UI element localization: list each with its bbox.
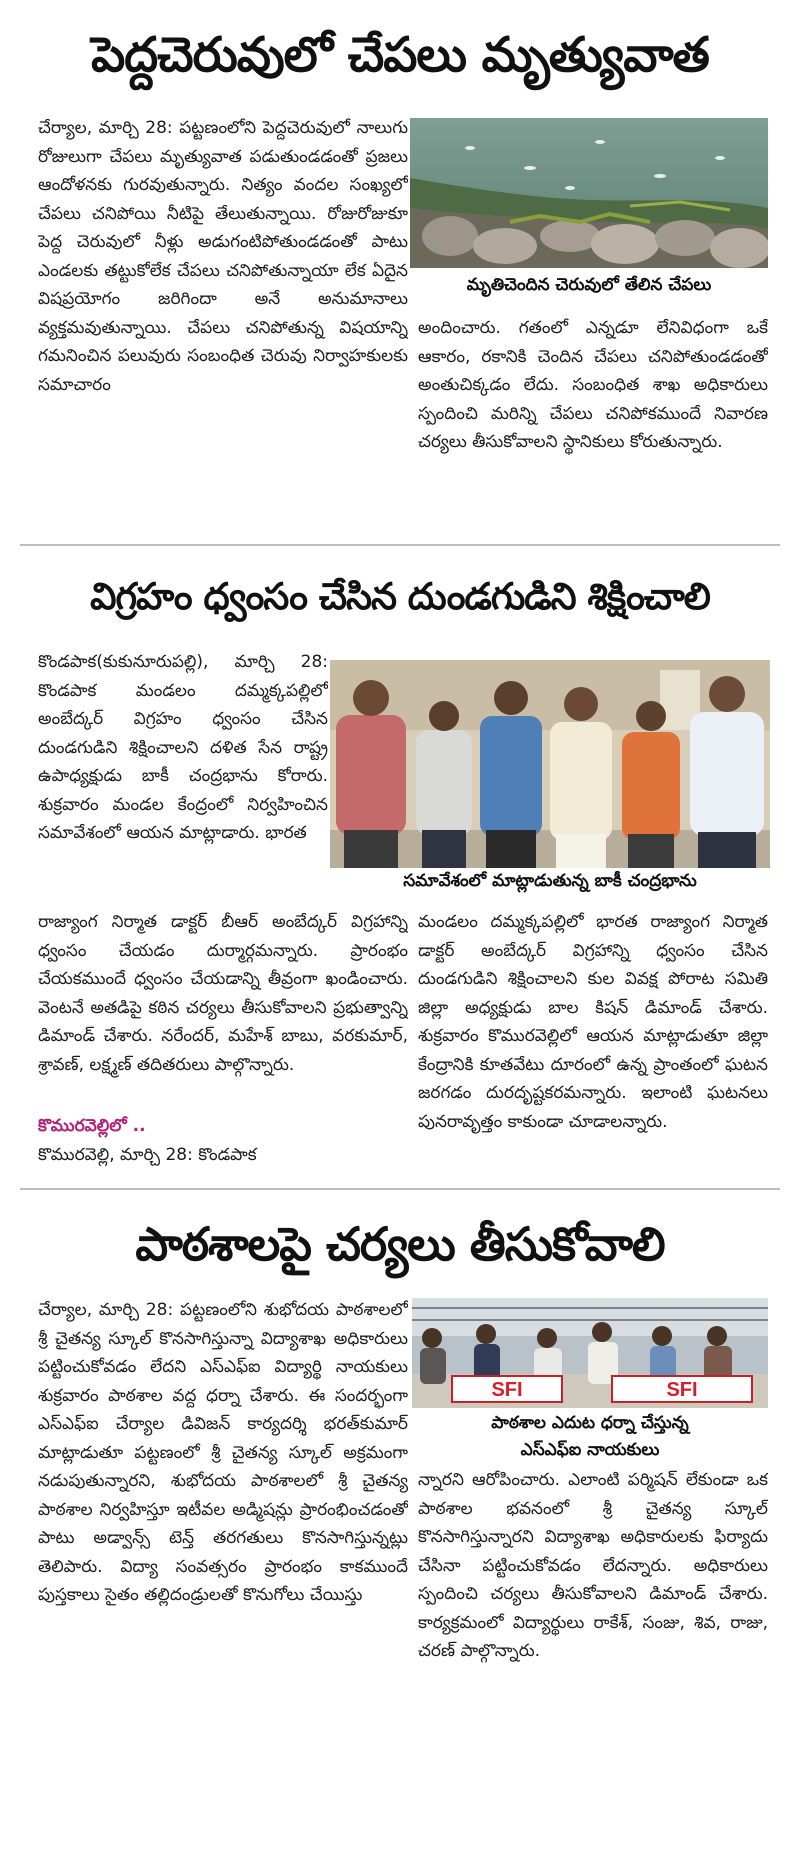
article3-caption-line2: ఎస్ఎఫ్ఐ నాయకులు bbox=[520, 1440, 660, 1460]
headline-school-action: పాఠశాలపై చర్యలు తీసుకోవాలి bbox=[135, 1217, 665, 1271]
headline-fish-deaths: పెద్దచెరువులో చేపలు మృత్యువాత bbox=[91, 27, 709, 83]
article2-text-right: మండలం దమ్మక్కపల్లిలో భారత రాజ్యాంగ నిర్మాత డాక్టర్ అంబేద్కర్ విగ్రహాన్ని ధ్వంసం చేసిన దుండగుడిని శిక్షించాలని కుల వివక్ష పోరాట సమితి జిల్లా అధ్యక్షుడు బాల కిషన్ డిమాండ్ చేశారు. శుక్రవారం కొమురవెల్లిలో ఆయన మాట్లాడుతూ జిల్లా కేంద్రానికి కూతవేటు దూరంలో ఉన్న ప్రాంతంలో ఘటన జరగడం దురదృష్టకరమన్నారు. ఇలాంటి ఘటనలు పునరావృత్తం కాకుండా చూడాలన్నారు. bbox=[418, 912, 768, 1132]
article3-body-right bbox=[418, 1466, 768, 1862]
sfi-banner-left-text: SFI bbox=[491, 1379, 523, 1401]
lake-with-dead-fish-image bbox=[410, 118, 768, 268]
sfi-banner-right-text: SFI bbox=[666, 1379, 698, 1401]
protest-photo bbox=[412, 1298, 768, 1408]
article2-subhead-komuravelli: కొమురవెల్లిలో .. bbox=[38, 1116, 146, 1136]
article1-photo-lake bbox=[410, 118, 768, 268]
article3-body-left bbox=[38, 1296, 408, 1862]
article3-text-right: న్నారని ఆరోపించారు. ఎలాంటి పర్మిషన్ లేకుండా ఒక పాఠశాల భవనంలో శ్రీ చైతన్య స్కూల్ కొనసాగిస్తున్నారని విద్యాశాఖ అధికారులకు ఫిర్యాదు చేసినా పట్టించుకోవడం లేదన్నారు. అధికారులు స్పందించి చర్యలు తీసుకోవాలని డిమాండ్ చేశారు. కార్యక్రమంలో విద్యార్థులు రాకేశ్, సంజు, శివ, రాజు, చరణ్ పాల్గొన్నారు. bbox=[418, 1470, 768, 1661]
article2-photo-meeting bbox=[330, 660, 770, 868]
article2-dateline: కొమురవెల్లి, మార్చి 28: కొండపాక bbox=[38, 1144, 257, 1165]
article1-text-left: చేర్యాల, మార్చి 28: పట్టణంలోని పెద్దచెరువులో నాలుగు రోజులుగా చేపలు మృత్యువాత పడుతుండడంతో ప్రజలు ఆందోళనకు గురవుతున్నారు. నిత్యం వందల సంఖ్యలో చేపలు చనిపోయి నీటిపై తేలుతున్నాయి. రోజురోజుకూ పెద్ద చెరువులో నీళ్లు అడుగంటిపోతుండడంతో పాటు ఎండలకు తట్టుకోలేక చేపలు చనిపోతున్నాయా లేక ఏదైన విషప్రయోగం జరిగిందా అనే అనుమానాలు వ్యక్తమవుతున్నాయి. చేపలు చనిపోతున్న విషయాన్ని గమనించిన పలువురు సంబంధిత చెరువు నిర్వాహకులకు సమాచారం bbox=[38, 118, 408, 395]
article2-body-right bbox=[418, 908, 768, 1168]
article3-photo-caption bbox=[412, 1410, 768, 1464]
divider-2 bbox=[20, 1188, 780, 1190]
article1-photo-caption: మృతిచెందిన చెరువులో తేలిన చేపలు bbox=[466, 275, 712, 295]
meeting-group-photo bbox=[330, 660, 770, 868]
sfi-banner-left bbox=[452, 1376, 562, 1402]
article2-subhead-block bbox=[38, 1112, 408, 1178]
article2-photo-caption: సమావేశంలో మాట్లాడుతున్న బాకీ చంద్రభాను bbox=[403, 871, 697, 891]
article1-text-right: అందించారు. గతంలో ఎన్నడూ లేనివిధంగా ఒకే ఆకారం, రకానికి చెందిన చేపలు చనిపోతుండడంతో అంతుచిక్కడం లేదు. సంబంధిత శాఖ అధికారులు స్పందించి మరిన్ని చేపలు చనిపోకముందే నివారణ చర్యలు తీసుకోవాలని స్థానికులు కోరుతున్నారు. bbox=[418, 318, 768, 452]
headline-statue-vandalism: విగ్రహం ధ్వంసం చేసిన దుండగుడిని శిక్షించాలి bbox=[90, 575, 710, 618]
article3-caption-line1: పాఠశాల ఎదుట ధర్నా చేస్తున్న bbox=[491, 1413, 689, 1433]
article2-text-left-bottom: రాజ్యాంగ నిర్మాత డాక్టర్ బీఆర్ అంబేద్కర్ విగ్రహాన్ని ధ్వంసం చేయడం దుర్మార్గమన్నారు. ప్రారంభం చేయకముందే ధ్వంసం చేయడాన్ని తీవ్రంగా ఖండించారు. వెంటనే అతడిపై కఠిన చర్యలు తీసుకోవాలని ప్రభుత్వాన్ని డిమాండ్ చేశారు. నరేందర్, మహేశ్ బాబు, వరకుమార్, శ్రావణ్, లక్ష్మణ్ తదితరులు పాల్గొన్నారు. bbox=[38, 912, 408, 1075]
article1-body-left bbox=[38, 114, 408, 526]
article3-text-left: చేర్యాల, మార్చి 28: పట్టణంలోని శుభోదయ పాఠశాలలో శ్రీ చైతన్య స్కూల్ కొనసాగిస్తున్నా విద్యాశాఖ అధికారులు పట్టించుకోవడం లేదని ఎస్ఎఫ్ఐ విద్యార్థి నాయకులు శుక్రవారం పాఠశాల వద్ద ధర్నా చేశారు. ఈ సందర్భంగా ఎస్ఎఫ్ఐ చేర్యాల డివిజన్ కార్యదర్శి భరత్‌కుమార్ మాట్లాడుతూ పట్టణంలో శ్రీ చైతన్య స్కూల్ అక్రమంగా నడుపుతున్నారని, శుభోదయ పాఠశాలలో శ్రీ చైతన్య పాఠశాల నిర్వహిస్తూ ఇటీవల అడ్మిషన్లు ప్రారంభించడంతో పాటు అడ్వాన్స్ టెన్త్ తరగతులు కొనసాగిస్తున్నట్లు తెలిపారు. విద్యా సంవత్సరం ప్రారంభం కాకముందే పుస్తకాలు సైతం తల్లిదండ్రులతో కొనుగోలు చేయిస్తు bbox=[38, 1300, 408, 1605]
article2-text-left-top: కొండపాక(కుకునూరుపల్లి), మార్చి 28: కొండపాక మండలం దమ్మక్కపల్లిలో అంబేద్కర్ విగ్రహం ధ్వంసం చేసిన దుండగుడిని శిక్షించాలని దళిత సేన రాష్ట్ర ఉపాధ్యక్షుడు బాకీ చంద్రభాను కోరారు. శుక్రవారం మండల కేంద్రంలో నిర్వహించిన సమావేశంలో ఆయన మాట్లాడారు. భారత bbox=[38, 652, 328, 843]
divider-1 bbox=[20, 544, 780, 546]
article2-body-left-bottom bbox=[38, 908, 408, 1112]
sfi-banner-right bbox=[612, 1376, 752, 1402]
article2-body-left-top bbox=[38, 648, 328, 880]
article3-photo-protest bbox=[412, 1298, 768, 1408]
article1-body-right bbox=[418, 314, 768, 526]
